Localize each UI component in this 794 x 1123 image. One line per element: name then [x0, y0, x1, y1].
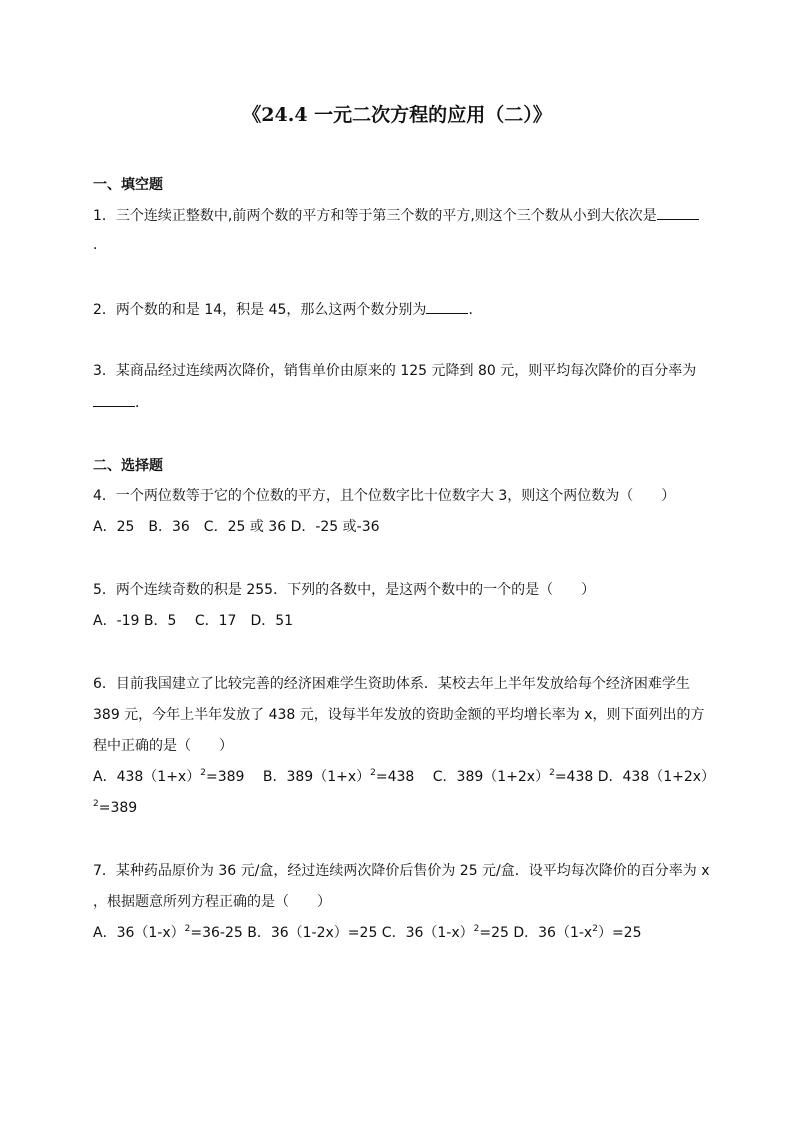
exponent: 2	[592, 924, 598, 934]
question-4-options: A．25 B．36 C．25 或 36 D．-25 或-36	[93, 519, 380, 535]
option-text: =438 D．438（1+2x）	[554, 769, 716, 785]
section-choice-heading: 二、选择题	[93, 458, 163, 474]
question-3-line-2	[93, 393, 149, 412]
option-text: ）=25	[597, 925, 642, 941]
question-6-line-1: 6．目前我国建立了比较完善的经济困难学生资助体系．某校去年上半年发放给每个经济困难学生	[93, 676, 690, 692]
exponent: 2	[370, 768, 376, 778]
question-6-line-3: 程中正确的是（ ）	[93, 738, 233, 754]
question-6-options	[93, 768, 715, 786]
exponent: 2	[184, 924, 191, 934]
question-7-line-2: ，根据题意所列方程正确的是（ ）	[93, 894, 331, 910]
question-7-options	[93, 924, 642, 942]
question-1-line-2: ．	[93, 237, 107, 253]
question-5-stem: 5．两个连续奇数的积是 255．下列的各数中，是这两个数中的一个的是（ ）	[93, 582, 596, 598]
answer-blank	[426, 300, 468, 314]
option-text: A．36（1-x）	[93, 925, 185, 941]
page-title: 《24.4 一元二次方程的应用（二）》	[242, 104, 552, 126]
question-2-text: 2．两个数的和是 14，积是 45，那么这两个数分别为	[93, 302, 427, 318]
exponent: 2	[549, 768, 555, 778]
option-text: =36-25 B．36（1-2x）=25 C．36（1-x）	[190, 925, 474, 941]
option-text: =389	[98, 800, 138, 816]
question-2-end: ．	[468, 302, 483, 318]
question-5-options: A．-19 B．5 C．17 D．51	[93, 613, 294, 629]
question-6-options-cont	[93, 799, 137, 817]
question-1-line-1	[93, 206, 699, 225]
question-4-stem: 4．一个两位数等于它的个位数的平方，且个位数字比十位数字大 3，则这个两位数为（ ）	[93, 488, 676, 504]
question-2	[93, 300, 482, 319]
exponent: 2	[473, 924, 480, 934]
question-6-line-2: 389 元，今年上半年发放了 438 元，设每半年发放的资助金额的平均增长率为 x，则下面列出的方	[93, 707, 705, 723]
exponent: 2	[200, 768, 206, 778]
option-text: =438 C．389（1+2x）	[375, 769, 550, 785]
option-text: =389 B．389（1+x）	[205, 769, 371, 785]
question-3-line-1: 3．某商品经过连续两次降价，销售单价由原来的 125 元降到 80 元，则平均每次降价的百分率为	[93, 363, 697, 379]
question-7-line-1: 7．某种药品原价为 36 元/盒，经过连续两次降价后售价为 25 元/盒．设平均每次降价的百分率为 x	[93, 863, 710, 879]
answer-blank	[657, 206, 699, 220]
option-text: A．438（1+x）	[93, 769, 201, 785]
section-fill-blank-heading: 一、填空题	[93, 177, 163, 193]
exponent: 2	[93, 799, 99, 809]
question-3-end: ．	[135, 395, 149, 411]
option-text: =25 D．36（1-x	[479, 925, 593, 941]
question-1-text: 1．三个连续正整数中,前两个数的平方和等于第三个数的平方,则这个三个数从小到大依次是	[93, 208, 657, 224]
answer-blank	[93, 393, 135, 407]
